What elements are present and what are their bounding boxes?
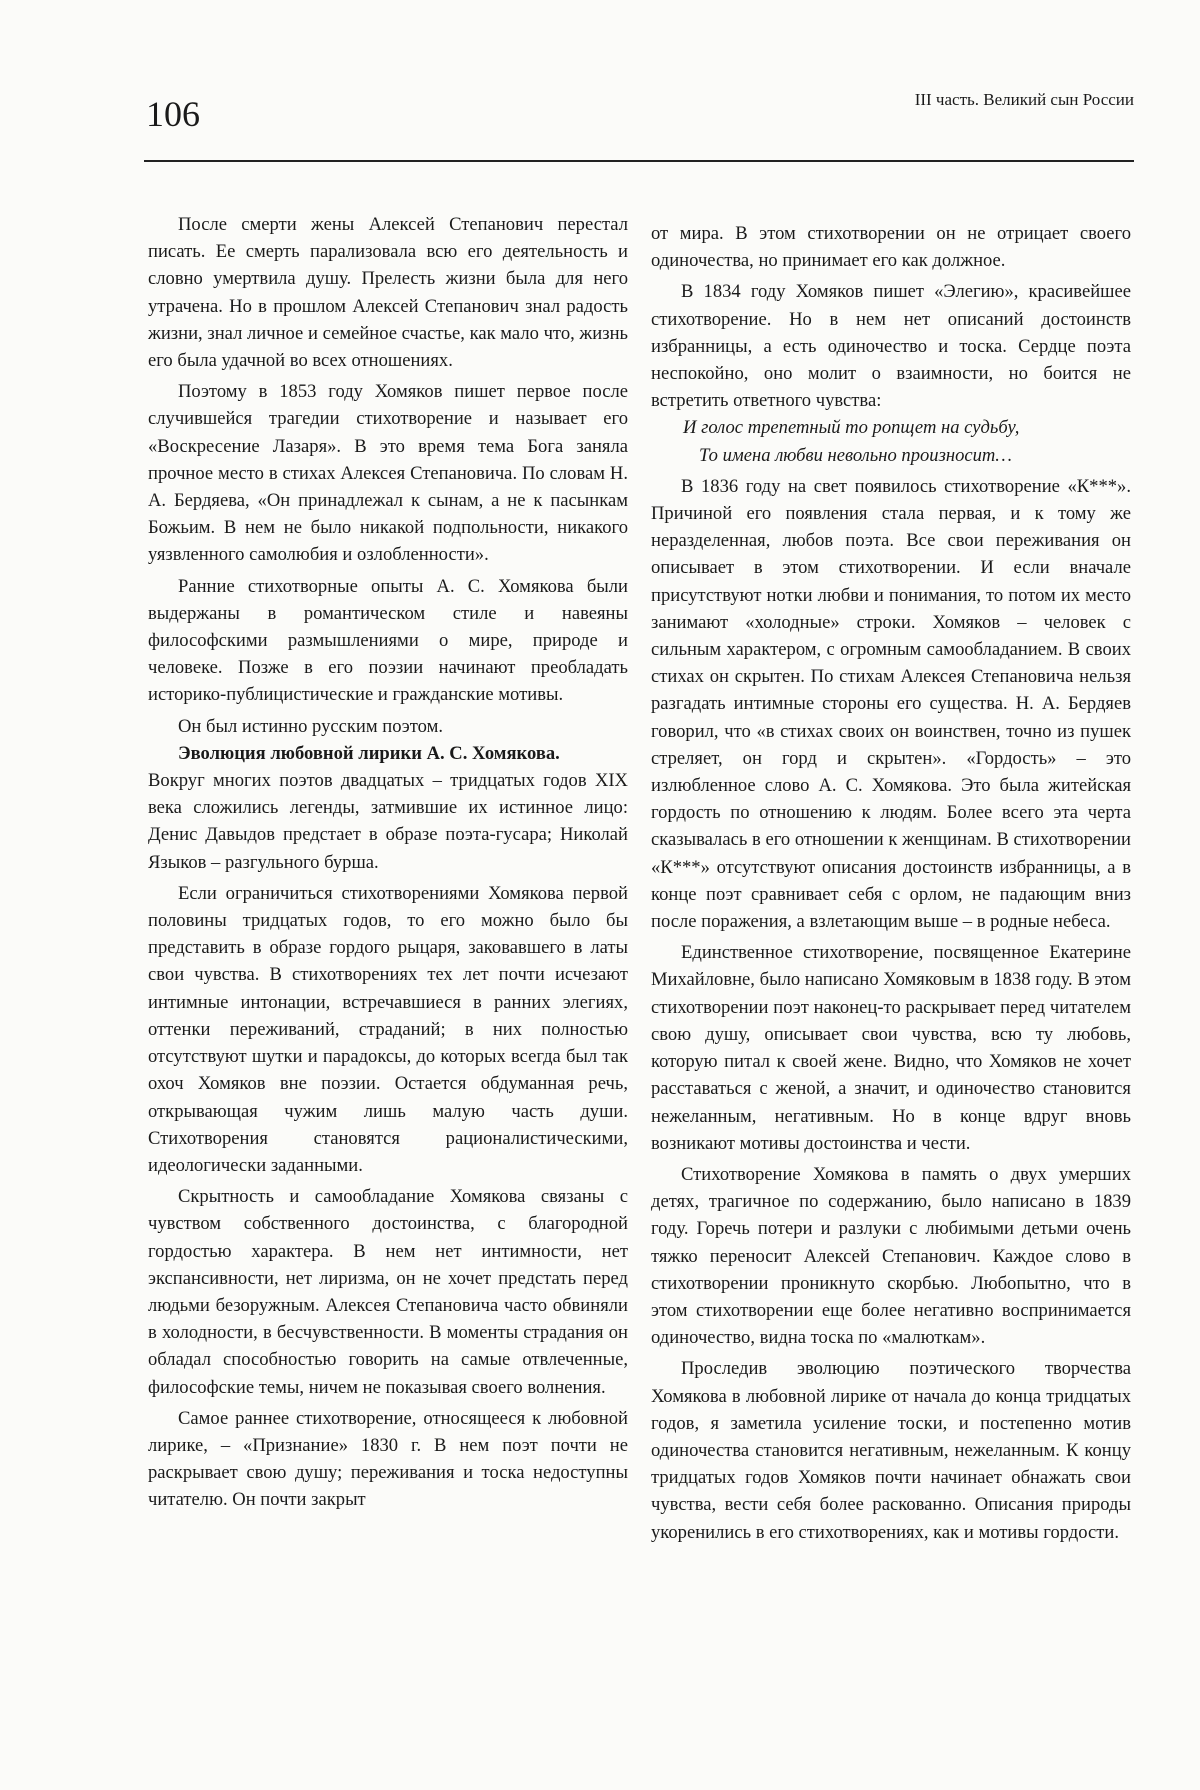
right-column — [651, 220, 1131, 1550]
header-rule — [144, 160, 1134, 162]
paragraph: После смерти жены Алексей Степанович перестал писать. Ее смерть парализовала всю его деятельность и словно умертвила душу. Прелесть жизни была для него утрачена. Но в прошлом Алексей Степанович знал радость жизни, знал личное и семейное счастье, как мало что, жизнь его была удачной во всех отношениях. — [148, 214, 628, 372]
paragraph: Он был истинно русским поэтом. — [178, 715, 443, 737]
section-heading-text: Эволюция любовной лирики А. С. Хомякова. — [178, 742, 560, 764]
verse-line: То имена любви невольно произносит… — [699, 444, 1012, 466]
running-head: III часть. Великий сын России — [914, 90, 1134, 109]
paragraph: Ранние стихотворные опыты А. С. Хомякова были выдержаны в романтическом стиле и навеяны философскими размышлениями о мире, природе и человеке. Позже в его поэзии начинают преобладать историко-публицистические и гражданские мотивы. — [148, 575, 628, 706]
paragraph: Стихотворение Хомякова в память о двух умерших детях, трагичное по содержанию, было написано в 1839 году. Горечь потери и разлуки с любимыми детьми очень тяжко переносит Алексей Степанович. Каждое слово в стихотворении проникнуто скорбью. Любопытно, что в этом стихотворении еще более негативно воспринимается одиночество, видна тоска по «малюткам». — [651, 1163, 1131, 1349]
paragraph: Скрытность и самообладание Хомякова связаны с чувством собственного достоинства, с благородной гордостью характера. В нем нет интимности, нет экспансивности, нет лиризма, он не хочет предстать перед людьми безоружным. Алексея Степановича часто обвиняли в холодности, в бесчувственности. В моменты страдания он обладал способностью говорить на самые отвлеченные, философские темы, ничем не показывая своего волнения. — [148, 1186, 628, 1398]
paragraph: В 1834 году Хомяков пишет «Элегию», красивейшее стихотворение. Но в нем нет описаний достоинств избранницы, а есть одиночество и тоска. Сердце поэта неспокойно, оно молит о взаимности, но боится не встретить ответного чувства: — [651, 281, 1131, 412]
paragraph: Если ограничиться стихотворениями Хомякова первой половины тридцатых годов, то его можно было бы представить в образе гордого рыцаря, заковавшего в латы свои чувства. В стихотворениях тех лет почти исчезают интимные интонации, встречавшиеся в ранних элегиях, оттенки переживаний, страданий; в них полностью отсутствуют шутки и парадоксы, до которых всегда был так охоч Хомяков вне поэзии. Остается обдуманная речь, открывающая чужим лишь малую часть души. Стихотворения становятся рационалистическими, идеологически заданными. — [148, 882, 628, 1176]
paragraph: В 1836 году на свет появилось стихотворение «К***». Причиной его появления стала первая, и к тому же неразделенная, любов поэта. Все свои переживания он описывает в этом стихотворении. И если вначале присутствуют нотки любви и понимания, то потом их место занимают «холодные» строки. Хомяков – человек с сильным характером, с огромным самообладанием. В своих стихах он скрытен. По стихам Алексея Степановича нельзя разгадать интимные стороны его существа. Н. А. Бердяев говорил, что «в стихах своих он воинствен, точно из пушек стреляет, он горд и скрытен». «Гордость» – это излюбленное слово А. С. Хомякова. Это была житейская гордость по отношению к людям. Более всего эта черта сказывалась в его отношении к женщинам. В стихотворении «К***» отсутствуют описания достоинств избранницы, а в конце поэт сравнивает себя с орлом, не падающим вниз после поражения, а взлетающим выше – в родные небеса. — [651, 475, 1131, 933]
left-column — [148, 211, 628, 1518]
section-heading — [148, 740, 628, 767]
paragraph: Вокруг многих поэтов двадцатых – тридцатых годов XIX века сложились легенды, затмившие их истинное лицо: Денис Давыдов предстает в образе поэта-гусара; Николай Языков – разгульного бурша. — [148, 770, 628, 873]
verse-line: И голос трепетный то ропщет на судьбу, — [683, 417, 1020, 439]
paragraph: Поэтому в 1853 году Хомяков пишет первое после случившейся трагедии стихотворение и называет его «Воскресение Лазаря». В это время тема Бога заняла прочное место в стихах Алексея Степановича. По словам Н. А. Бердяева, «Он принадлежал к сынам, а не к пасынкам Божьим. В нем не было никакой подпольности, никакого уязвленного самолюбия и озлобленности». — [148, 381, 628, 566]
paragraph: Самое раннее стихотворение, относящееся к любовной лирике, – «Признание» 1830 г. В нем поэт почти не раскрывает свою душу; переживания и тоска недоступны читателю. Он почти закрыт — [148, 1407, 628, 1511]
paragraph: Проследив эволюцию поэтического творчества Хомякова в любовной лирике от начала до конца тридцатых годов, я заметила усиление тоски, и постепенно мотив одиночества становится негативным, нежеланным. К концу тридцатых годов Хомяков почти начинает обнажать свои чувства, вести себя более раскованно. Описания природы укоренились в его стихотворениях, как и мотивы гордости. — [651, 1358, 1131, 1543]
paragraph: от мира. В этом стихотворении он не отрицает своего одиночества, но принимает его как должное. — [651, 223, 1131, 272]
page-number: 106 — [146, 94, 200, 134]
paragraph: Единственное стихотворение, посвященное Екатерине Михайловне, было написано Хомяковым в 1838 году. В этом стихотворении поэт наконец-то раскрывает перед читателем свою душу, описывает свои чувства, всю ту любовь, которую питал к своей жене. Видно, что Хомяков не хочет расставаться с женой, а значит, и одиночество становится нежеланным, негативным. Но в конце вдруг вновь возникают мотивы достоинства и чести. — [651, 942, 1131, 1154]
